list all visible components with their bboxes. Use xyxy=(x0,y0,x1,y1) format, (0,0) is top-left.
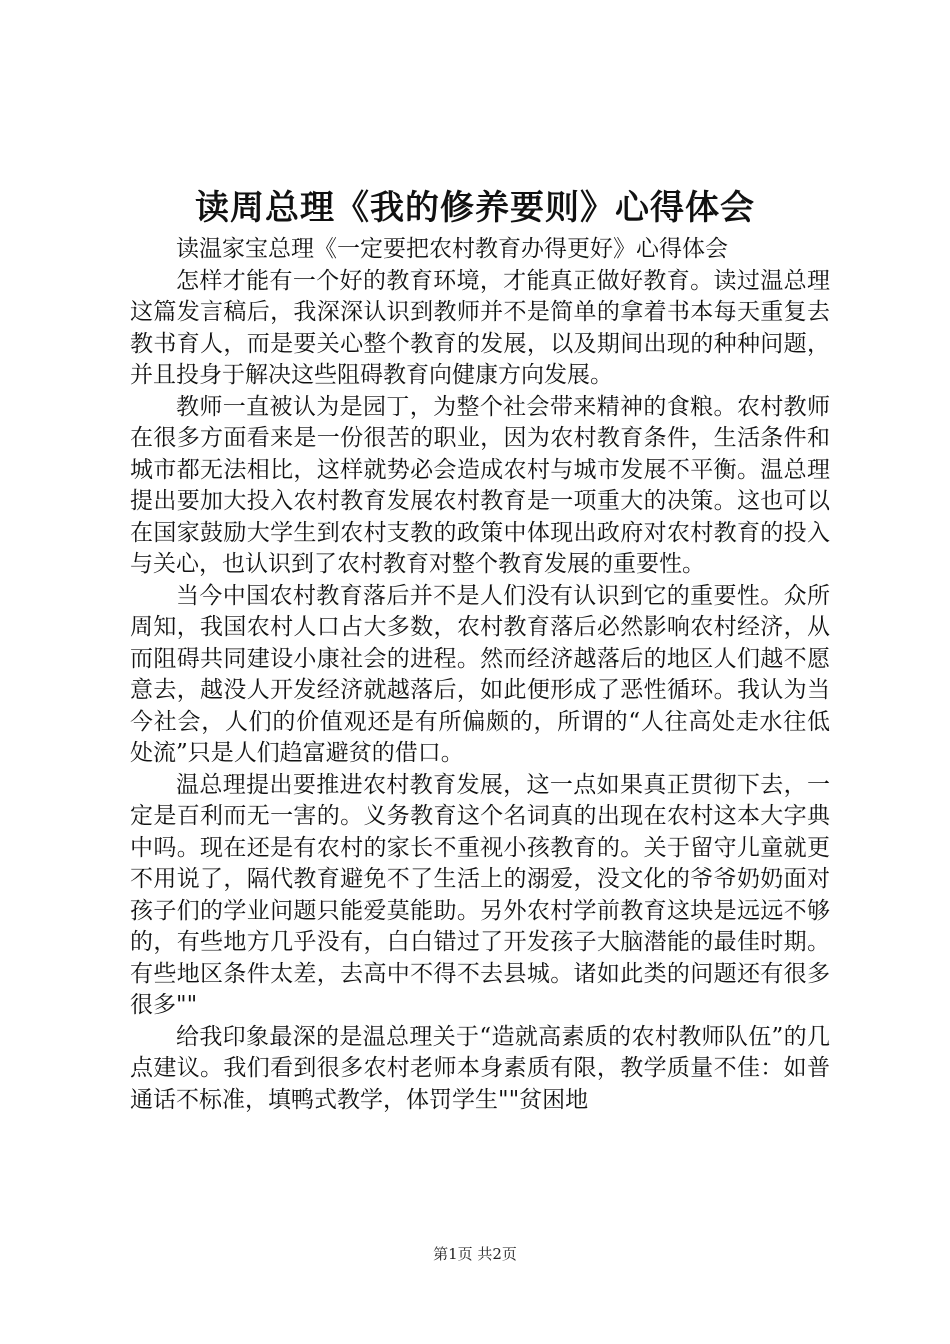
paragraph: 给我印象最深的是温总理关于“造就高素质的农村教师队伍”的几点建议。我们看到很多农村老师本身素质有限，教学质量不佳：如普通话不标准，填鸭式教学，体罚学生""贫困地 xyxy=(130,1023,830,1113)
document-body xyxy=(130,234,830,1116)
paragraph-subtitle: 读温家宝总理《一定要把农村教育办得更好》心得体会 xyxy=(176,236,728,262)
page-footer: 第1页 共2页 xyxy=(433,1245,517,1263)
document-title: 读周总理《我的修养要则》心得体会 xyxy=(195,188,755,228)
paragraph: 怎样才能有一个好的教育环境，才能真正做好教育。读过温总理这篇发言稿后，我深深认识到教师并不是简单的拿着书本每天重复去教书育人，而是要关心整个教育的发展，以及期间出现的种种问题，并且投身于解决这些阻碍教育向健康方向发展。 xyxy=(130,267,830,388)
paragraph: 教师一直被认为是园丁，为整个社会带来精神的食粮。农村教师在很多方面看来是一份很苦的职业，因为农村教育条件，生活条件和城市都无法相比，这样就势必会造成农村与城市发展不平衡。温总理提出要加大投入农村教育发展农村教育是一项重大的决策。这也可以在国家鼓励大学生到农村支教的政策中体现出政府对农村教育的投入与关心，也认识到了农村教育对整个教育发展的重要性。 xyxy=(130,393,830,577)
paragraph: 当今中国农村教育落后并不是人们没有认识到它的重要性。众所周知，我国农村人口占大多数，农村教育落后必然影响农村经济，从而阻碍共同建设小康社会的进程。然而经济越落后的地区人们越不愿意去，越没人开发经济就越落后，如此便形成了恶性循环。我认为当今社会，人们的价值观还是有所偏颇的，所谓的“人往高处走水往低处流”只是人们趋富避贫的借口。 xyxy=(130,582,830,766)
paragraph: 温总理提出要推进农村教育发展，这一点如果真正贯彻下去，一定是百利而无一害的。义务教育这个名词真的出现在农村这本大字典中吗。现在还是有农村的家长不重视小孩教育的。关于留守儿童就更不用说了，隔代教育避免不了生活上的溺爱，没文化的爷爷奶奶面对孩子们的学业问题只能爱莫能助。另外农村学前教育这块是远远不够的，有些地方几乎没有，白白错过了开发孩子大脑潜能的最佳时期。有些地区条件太差，去高中不得不去县城。诸如此类的问题还有很多很多"" xyxy=(130,771,830,1018)
